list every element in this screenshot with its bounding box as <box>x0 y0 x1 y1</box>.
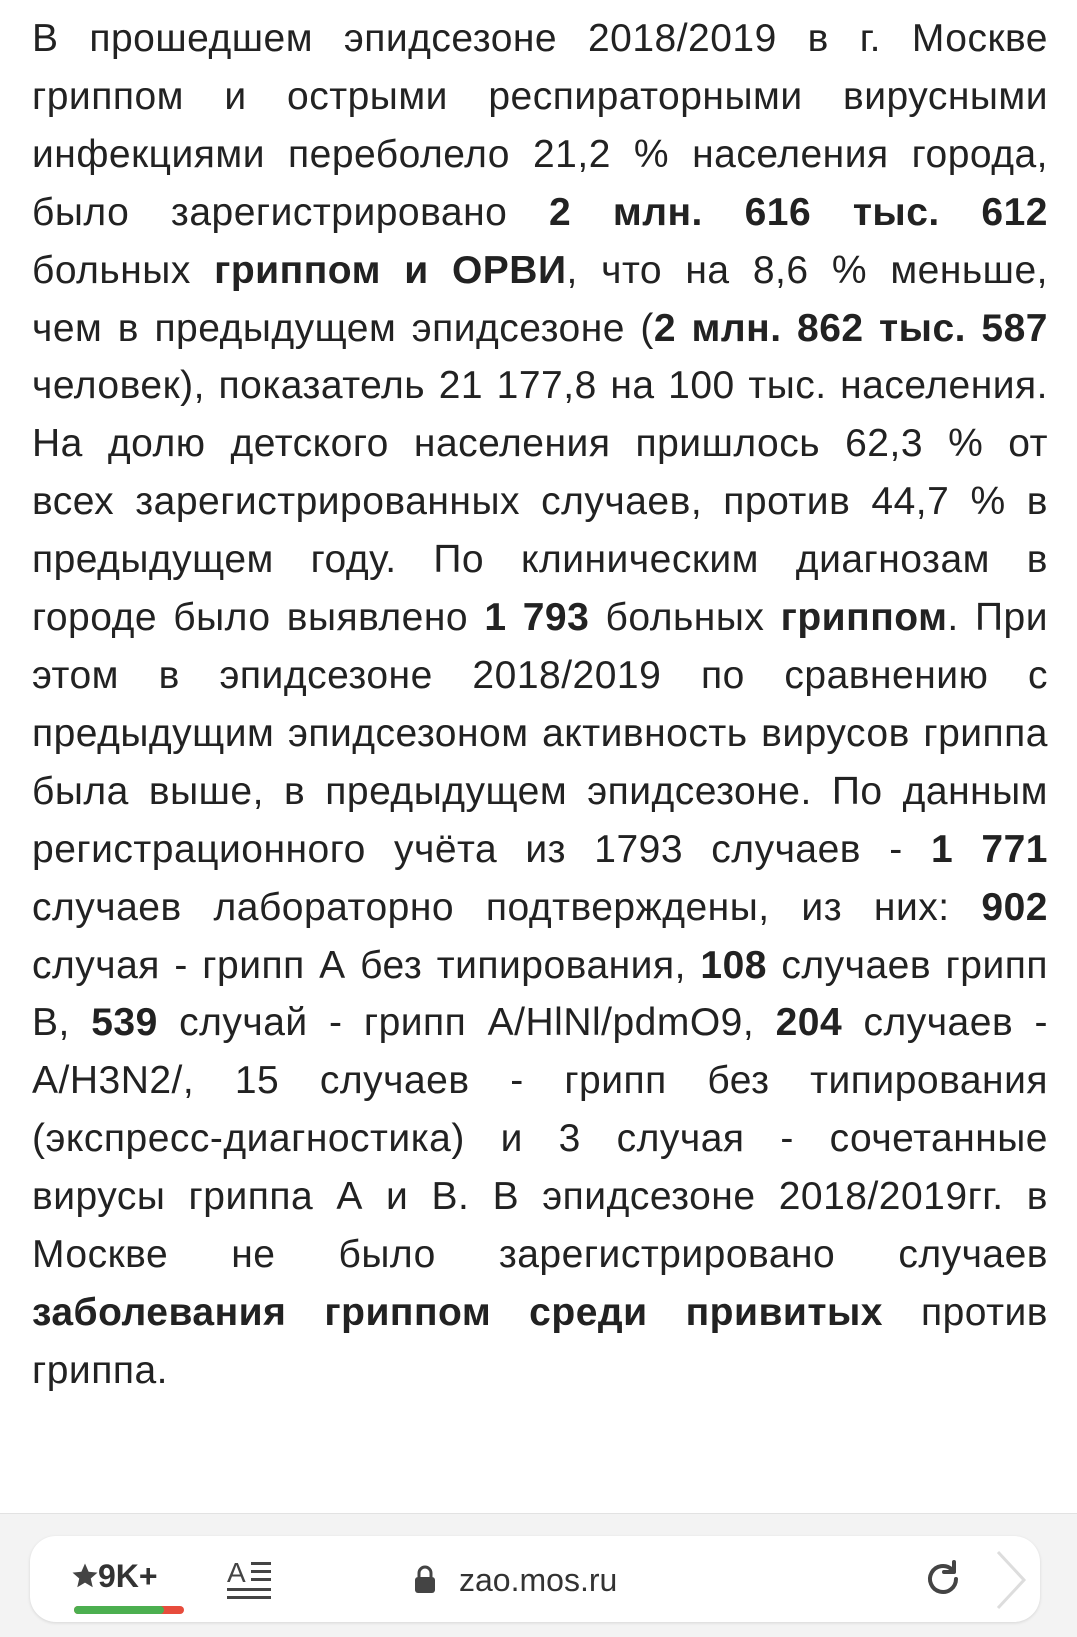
article-paragraph <box>32 10 1048 1400</box>
reload-icon[interactable] <box>920 1556 966 1602</box>
star-icon <box>70 1558 100 1594</box>
article-text-run: В прошедшем эпидсезоне 2018/2019 в г. Москве гриппом и острыми респираторными вирусными инфекциями переболело 21,2 % населения города, было зарегистрировано <box>32 17 1048 234</box>
rating-bar <box>74 1606 184 1614</box>
article-emphasis: 1 793 <box>484 596 590 640</box>
reader-mode-icon[interactable] <box>225 1556 273 1604</box>
address-pill <box>30 1536 1040 1622</box>
article-emphasis: заболевания гриппом среди привитых <box>32 1290 884 1334</box>
article-emphasis: 204 <box>775 1001 843 1045</box>
rating-bar-fill <box>74 1606 164 1614</box>
article-emphasis: 2 млн. 862 тыс. 587 <box>653 306 1048 350</box>
article-text-run: случаев грипп В, <box>32 943 1048 1045</box>
article-text-run: случаев лабораторно подтверждены, из них: <box>32 885 982 929</box>
url-text: zao.mos.ru <box>459 1561 618 1598</box>
rating-button[interactable] <box>70 1550 190 1610</box>
article-text-run: человек), показатель 21 177,8 на 100 тыс. населения. На долю детского населения пришлось 62,3 % от всех зарегистрированных случаев, против 44,7 % в предыдущем году. По клиническим диагнозам в городе было выявлено <box>32 364 1048 640</box>
article-emphasis: гриппом и ОРВИ <box>214 248 567 292</box>
article-text-run: случаев - A/H3N2/, 15 случаев - грипп без типирования (экспресс-диагностика) и 3 случая - сочетанные вирусы гриппа А и В. В эпидсезоне 2018/2019гг. в Москве не было зарегистрировано случаев <box>32 1001 1048 1277</box>
article-text-run: больных <box>589 596 781 640</box>
article-text <box>32 10 1048 1400</box>
article-text-run: . При этом в эпидсезоне 2018/2019 по сравнению с предыдущим эпидсезоном активность вирусов гриппа была выше, в предыдущем эпидсезоне. По данным регистрационного учёта из 1793 случаев - <box>32 596 1048 871</box>
svg-text:A: A <box>227 1557 246 1588</box>
article-text-run: , что на 8,6 % меньше, чем в предыдущем эпидсезоне ( <box>32 248 1048 350</box>
rating-label: 9K+ <box>98 1558 158 1594</box>
article-text-run: против гриппа. <box>32 1290 1049 1392</box>
article-emphasis: 1 771 <box>930 827 1048 871</box>
article-text-run: случая - грипп А без типирования, <box>32 943 701 987</box>
article-emphasis: 108 <box>700 943 767 987</box>
chevron-right-icon[interactable] <box>990 1548 1030 1612</box>
article-text-run: больных <box>32 248 215 292</box>
article-emphasis: 539 <box>91 1001 158 1045</box>
article-emphasis: 2 млн. 616 тыс. 612 <box>549 190 1048 234</box>
lock-icon <box>413 1565 437 1595</box>
article-emphasis: 902 <box>981 885 1048 929</box>
article-text-run: случай - грипп A/HlNl/pdmO9, <box>157 1001 776 1045</box>
address-field[interactable] <box>413 1556 617 1604</box>
browser-bottom-bar <box>0 1513 1077 1637</box>
article-emphasis: гриппом <box>780 596 948 640</box>
